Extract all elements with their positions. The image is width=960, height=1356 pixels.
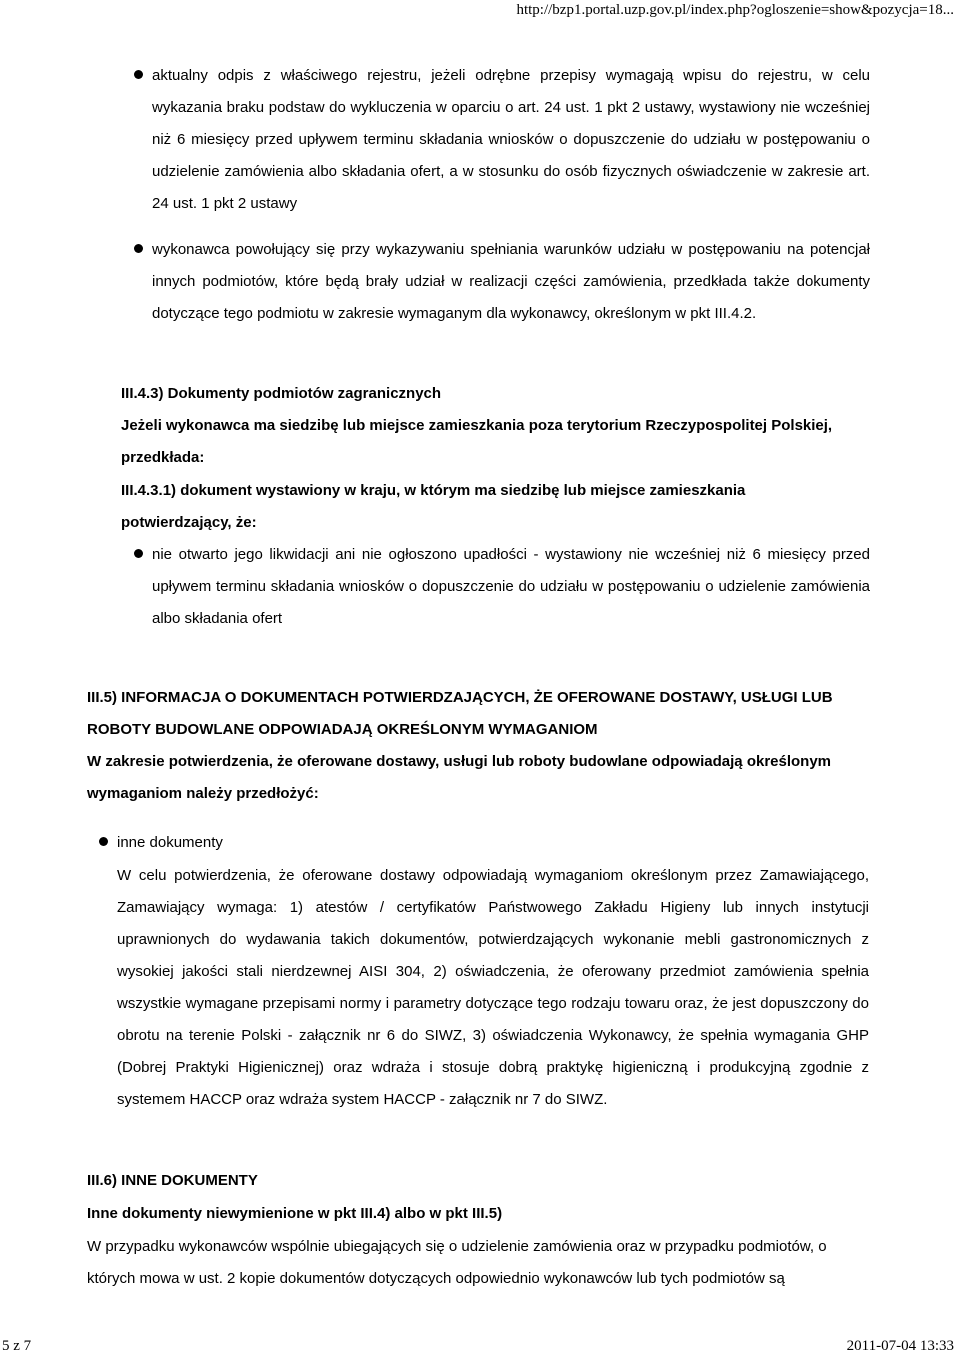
list-item-text: wykonawca powołujący się przy wykazywaniu spełniania warunków udziału w postępowaniu na potencjał innych podmiotów, które będą brały udział w realizacji części zamówienia, przedkłada także dokumenty dotyczące tego podmiotu w zakresie wymaganym dla wykonawcy, określonym w pkt III.4.2. <box>152 241 870 322</box>
section-heading: III.4.3) Dokumenty podmiotów zagranicznych <box>121 385 442 402</box>
section-subheading: III.4.3.1) dokument wystawiony w kraju, w którym ma siedzibę lub miejsce zamieszkania potwierdzający, że: <box>121 482 746 531</box>
list-item-text: nie otwarto jego likwidacji ani nie ogłoszono upadłości - wystawiony nie wcześniej niż 6 miesięcy przed upływem terminu składania wniosków o dopuszczenie do udziału w postępowaniu o udzielenie zamówienia albo składania ofert <box>152 546 870 627</box>
list-item <box>134 539 870 635</box>
footer-datetime: 2011-07-04 13:33 <box>846 1338 954 1354</box>
list-item-text: aktualny odpis z właściwego rejestru, jeżeli odrębne przepisy wymagają wpisu do rejestru, w celu wykazania braku podstaw do wykluczenia w oparciu o art. 24 ust. 1 pkt 2 ustawy, wystawiony nie wcześniej niż 6 miesięcy przed upływem terminu składania wniosków o dopuszczenie do udziału w postępowaniu o udzielenie zamówienia albo składania ofert, a w stosunku do osób fizycznych oświadczenie w zakresie art. 24 ust. 1 pkt 2 ustawy <box>152 67 870 212</box>
bullet-icon <box>134 70 143 79</box>
section-subheading: Jeżeli wykonawca ma siedzibę lub miejsce zamieszkania poza terytorium Rzeczypospolitej Polskiej, przedkłada: <box>121 417 833 466</box>
paragraph: W przypadku wykonawców wspólnie ubiegających się o udzielenie zamówienia oraz w przypadku podmiotów, o których mowa w ust. 2 kopie dokumentów dotyczących odpowiednio wykonawców lub tych podmiotów są <box>87 1238 827 1287</box>
section-heading: III.5) INFORMACJA O DOKUMENTACH POTWIERDZAJĄCYCH, ŻE OFEROWANE DOSTAWY, USŁUGI LUB ROBOTY BUDOWLANE ODPOWIADAJĄ OKREŚLONYM WYMAGANIOM <box>87 689 833 738</box>
header-url: http://bzp1.portal.uzp.gov.pl/index.php?ogloszenie=show&pozycja=18... <box>516 2 954 18</box>
section-heading: III.6) INNE DOKUMENTY <box>87 1172 258 1189</box>
bullet-icon <box>134 244 143 253</box>
requirements-paragraph: W celu potwierdzenia, że oferowane dostawy odpowiadają wymaganiom określonym przez Zamawiającego, Zamawiający wymaga: 1) atestów / certyfikatów Państwowego Zakładu Higieny lub innych instytucji uprawnionych do wydawania takich dokumentów, potwierdzających wykonanie mebli gastronomicznych z wysokiej jakości stali nierdzewnej AISI 304, 2) oświadczenia, że oferowany przedmiot zamówienia spełnia wszystkie wymagane przepisami normy i parametry dotyczące tego rodzaju towaru oraz, że jest dopuszczony do obrotu na terenie Polski - załącznik nr 6 do SIWZ, 3) oświadczenia Wykonawcy, że spełnia wymagania GHP (Dobrej Praktyki Higienicznej) oraz wdraża i stosuje dobrą praktykę higieniczną i produkcyjną zgodnie z systemem HACCP oraz wdraża system HACCP - załącznik nr 7 do SIWZ. <box>117 867 869 1108</box>
list-item-text: inne dokumenty <box>117 834 223 851</box>
list-item <box>134 60 870 220</box>
bullet-icon <box>134 549 143 558</box>
section-subheading: Inne dokumenty niewymienione w pkt III.4) albo w pkt III.5) <box>87 1205 503 1222</box>
list-item <box>99 827 399 859</box>
section-subheading: W zakresie potwierdzenia, że oferowane dostawy, usługi lub roboty budowlane odpowiadają określonym wymaganiom należy przedłożyć: <box>87 753 832 802</box>
footer-page-number: 5 z 7 <box>2 1338 32 1354</box>
list-item <box>134 234 870 330</box>
bullet-icon <box>99 837 108 846</box>
